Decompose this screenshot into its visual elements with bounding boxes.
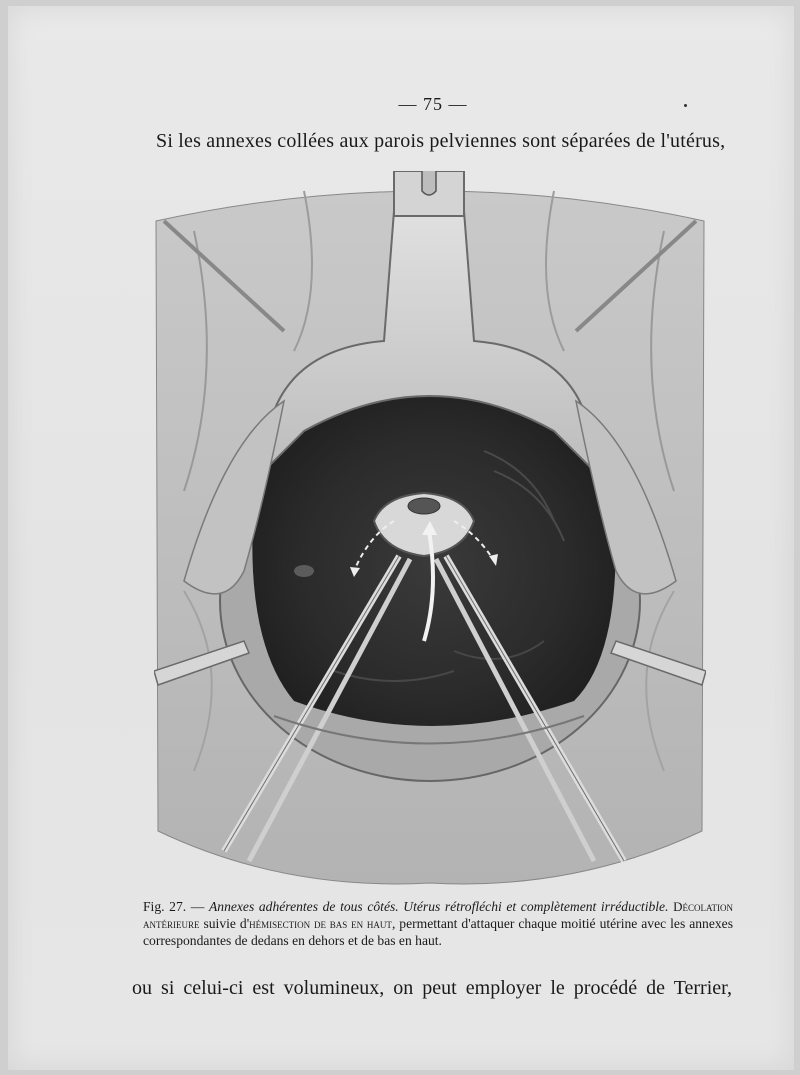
caption-italic: Annexes adhérentes de tous côtés. Utérus rétrofléchi et complètement irréductible. — [208, 899, 669, 914]
caption-text-3: moitié utérine avec les annexes correspondantes de dedans en dehors et de bas en haut. — [143, 916, 733, 948]
caption-text-2: , permettant d'attaquer chaque — [391, 916, 557, 931]
figure-label: Fig. 27. — — [143, 899, 205, 914]
body-text-top: Si les annexes collées aux parois pelviennes sont séparées de l'utérus, — [156, 130, 726, 152]
body-text-bottom: ou si celui-ci est volumineux, on peut employer le procédé de Terrier, — [132, 977, 732, 999]
figure-caption — [143, 898, 733, 949]
page-number: — 75 — — [398, 94, 468, 114]
caption-smallcaps-1: Décolation antérieure — [143, 899, 734, 931]
page-speck — [684, 104, 687, 107]
caption-smallcaps-2: hémisection de bas en haut — [249, 916, 392, 931]
surgical-illustration — [154, 171, 706, 886]
book-page — [8, 6, 794, 1070]
caption-text-1: suivie d' — [199, 916, 250, 931]
